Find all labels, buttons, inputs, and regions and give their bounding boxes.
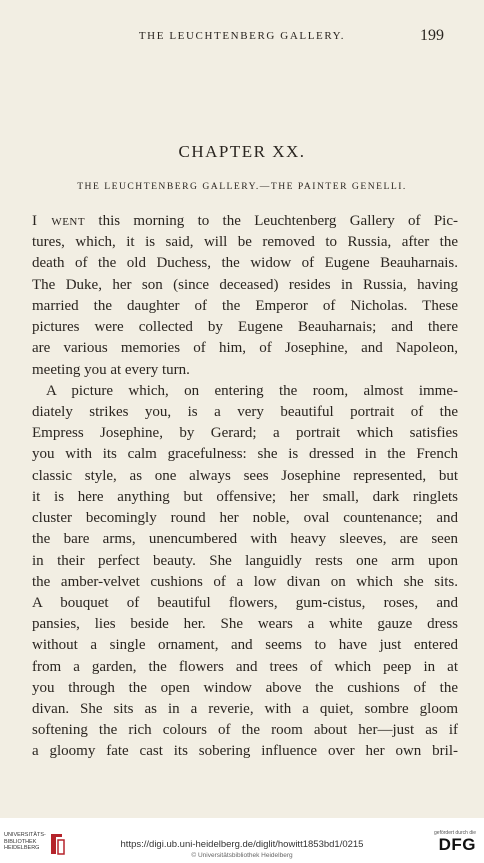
text-line: it is here anything but offensive; her small, dark ringlets	[32, 488, 458, 505]
body-text	[32, 211, 458, 763]
text-line: The Duke, her son (since deceased) resides in Russia, having	[32, 276, 458, 293]
chapter-title: CHAPTER XX.	[178, 142, 306, 161]
text-line: divan. She sits as in a reverie, with a quiet, sombre gloom	[32, 701, 458, 718]
lead-smallcaps: I went	[32, 213, 86, 229]
text-line: without a single ornament, and seems to have just entered	[32, 637, 458, 654]
funded-by-label: gefördert durch die	[434, 830, 476, 836]
dfg-wordmark: DFG	[438, 835, 476, 854]
text-line: A picture which, on entering the room, almost imme-	[46, 382, 458, 399]
text-line: I went this morning to the Leuchtenberg Gallery of Pic-	[32, 213, 458, 229]
running-head	[0, 27, 484, 51]
library-name: UNIVERSITÄTS- BIBLIOTHEK HEIDELBERG	[4, 832, 46, 851]
text-line: classic style, as one always sees Josephine represented, but	[32, 467, 458, 484]
viewer-footer	[0, 818, 484, 863]
running-title: THE LEUCHTENBERG GALLERY.	[138, 30, 346, 42]
copyright-notice: © Universitätsbibliothek Heidelberg	[191, 852, 293, 859]
text-line: in their perfect beauty. She languidly rests one arm upon	[32, 552, 458, 569]
text-line: the amber-velvet cushions of a low divan on which she sits.	[32, 573, 458, 590]
dfg-logo[interactable]	[428, 830, 476, 860]
page-number: 199	[420, 27, 444, 44]
text-line: you with its calm gracefulness: she is dressed in the French	[32, 446, 458, 463]
text-line: diately strikes you, is a very beautiful portrait of the	[32, 403, 458, 420]
text-line: A bouquet of beautiful flowers, gum-cistus, roses, and	[32, 594, 458, 611]
text-line: the bare arms, unencumbered with heavy sleeves, are seen	[32, 531, 458, 548]
text-line: pictures were collected by Eugene Beauharnais; and there	[32, 319, 458, 336]
text-line: married the daughter of the Emperor of Nicholas. These	[32, 297, 458, 314]
text-line: death of the old Duchess, the widow of Eugene Beauharnais.	[32, 255, 458, 272]
text-line: pansies, lies beside her. She wears a white gauze dress	[32, 616, 458, 633]
text-line: Empress Josephine, by Gerard; a portrait which satisfies	[32, 425, 458, 442]
chapter-subtitle: THE LEUCHTENBERG GALLERY.—THE PAINTER GENELLI.	[77, 181, 407, 192]
text-line: from a garden, the flowers and trees of which peep in at	[32, 658, 458, 675]
permalink-url[interactable]: https://digi.ub.uni-heidelberg.de/diglit/howitt1853bd1/0215	[120, 839, 364, 850]
text-line: meeting you at every turn.	[32, 361, 190, 378]
text-line: tures, which, it is said, will be removed to Russia, after the	[32, 234, 458, 251]
text-line: a gloomy fate cast its sobering influence over her own bril-	[32, 743, 458, 760]
text-line: cluster becomingly round her noble, oval countenance; and	[32, 510, 458, 527]
text-line: softening the rich colours of the room about her—just as if	[32, 722, 458, 739]
text-line: you through the open window above the cushions of the	[32, 679, 458, 696]
text-line: are various memories of him, of Josephine, and Napoleon,	[32, 340, 458, 357]
